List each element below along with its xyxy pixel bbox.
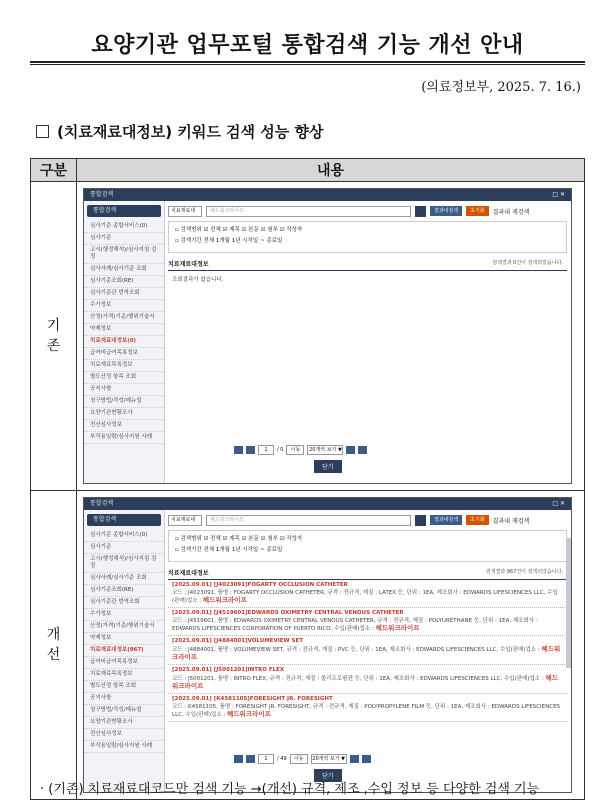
result-highlight: 헤드워크라이프 xyxy=(172,674,559,690)
page-go-button[interactable]: 이동 xyxy=(290,754,308,764)
sidebar-item[interactable]: 심사사례/심사기준 조회 xyxy=(84,573,164,585)
result-title[interactable]: [2025.09.01] [J4519601]EDWARDS OXIMETRY CENTRAL VENOUS CATHETER xyxy=(172,610,404,616)
prev-page-button[interactable] xyxy=(246,446,255,454)
sidebar xyxy=(84,510,165,792)
result-item xyxy=(168,636,567,665)
page-input[interactable]: 1 xyxy=(258,754,274,764)
result-title[interactable]: [2025.09.01] [J4023091]FOGARTY OCCLUSION CATHETER xyxy=(172,582,348,588)
search-within-button[interactable]: 결과내검색 xyxy=(430,515,462,525)
footer-note: · (기존) 치료재료대코드만 검색 기능 →(개선) 규격, 제조 ,수입 정보 등 다양한 검색 기능 xyxy=(40,782,540,797)
sidebar-item[interactable]: 심사기준관 번역조회 xyxy=(84,597,164,609)
screenshot-after xyxy=(83,497,572,793)
search-content xyxy=(168,514,567,792)
scrollbar[interactable] xyxy=(566,538,571,668)
sidebar-item[interactable]: 요양기관현황조사 xyxy=(84,408,164,420)
sidebar-item[interactable]: 청구방법/작성/매뉴얼 xyxy=(84,705,164,717)
title-rule xyxy=(30,61,585,63)
sidebar-item[interactable]: 급여비급여목록정보 xyxy=(84,348,164,360)
sidebar-item[interactable]: 약제정보 xyxy=(84,633,164,645)
result-title[interactable]: [2025.09.01] [J4884001]VOLUMEVIEW SET xyxy=(172,638,303,644)
result-highlight: 헤드워크라이프 xyxy=(375,624,420,632)
result-item xyxy=(168,665,567,694)
sidebar-item[interactable]: 전산심사정보 xyxy=(84,420,164,432)
result-item xyxy=(168,694,567,722)
result-count: 검색결과 967건이 검색되었습니다. xyxy=(485,569,563,575)
empty-result: 조회결과가 없습니다. xyxy=(172,277,224,283)
search-content xyxy=(168,205,567,483)
last-page-button[interactable] xyxy=(358,446,367,454)
first-page-button[interactable] xyxy=(234,755,243,763)
sidebar-item[interactable]: 심사기준조회(RE) xyxy=(84,585,164,597)
page-input[interactable]: 1 xyxy=(258,445,274,455)
sidebar xyxy=(84,201,165,483)
sidebar-item[interactable]: 공지사항 xyxy=(84,693,164,705)
search-input[interactable]: 헤드워크라이프 xyxy=(206,206,411,217)
comparison-table xyxy=(30,158,585,800)
page-total: / 0 xyxy=(277,447,284,453)
result-count: 검색결과 0건이 검색되었습니다. xyxy=(492,260,563,266)
col-header-content: 내용 xyxy=(77,159,585,182)
search-icon[interactable] xyxy=(415,206,426,217)
sidebar-item[interactable]: 치료재료대정보(967) xyxy=(84,645,164,657)
screenshot-before xyxy=(83,188,572,484)
sidebar-item[interactable]: 요양기관현황조사 xyxy=(84,717,164,729)
sidebar-list xyxy=(84,530,164,753)
sidebar-item[interactable]: 치료재료목록정보 xyxy=(84,360,164,372)
page-size-select[interactable]: 20개씩 보기 ▼ xyxy=(309,447,342,453)
checkbox-square-icon xyxy=(36,125,49,138)
sidebar-item[interactable]: 수가정보 xyxy=(84,609,164,621)
sidebar-item[interactable]: 급여비급여목록정보 xyxy=(84,657,164,669)
before-cell xyxy=(77,182,585,491)
sidebar-item[interactable]: 심사기준 종합서비스(0) xyxy=(84,221,164,233)
result-desc xyxy=(172,675,563,691)
result-highlight: 헤드워크라이프 xyxy=(172,645,561,661)
filter-scope[interactable]: ▫ 검색범위 ☑ 전체 ☑ 제목 ☑ 본문 ☑ 첨부 ☑ 작성자 xyxy=(175,227,303,233)
sidebar-item[interactable]: 심사기준관 번역조회 xyxy=(84,288,164,300)
result-highlight: 헤드워크라이프 xyxy=(227,710,271,718)
section-title: (치료재료대정보) 키워드 검색 성능 향상 xyxy=(57,123,324,141)
sidebar-item[interactable]: 산정(가격)기준/행위기술서 xyxy=(84,621,164,633)
sidebar-item[interactable]: 공지사항 xyxy=(84,384,164,396)
org-date: (의료정보부, 2025. 7. 16.) xyxy=(421,80,581,95)
result-title[interactable]: [2025.09.01] [K4581105]FORESIGHT JR. FORESIGHT xyxy=(172,696,333,702)
page-go-button[interactable]: 이동 xyxy=(286,445,304,455)
result-title[interactable]: [2025.09.01] [J5001201]INTRO FLEX xyxy=(172,667,285,673)
result-item xyxy=(168,580,567,608)
sidebar-item[interactable]: 심사사례/심사기준 조회 xyxy=(84,264,164,276)
window-close-icon[interactable]: □ ✕ xyxy=(552,191,565,198)
search-icon[interactable] xyxy=(415,515,426,526)
page-size-select[interactable]: 20개씩 보기 ▼ xyxy=(312,756,345,762)
filter-period[interactable]: ▫ 검색기간 전체 1개월 1년 시작일 ~ 종료일 xyxy=(175,547,283,553)
result-desc xyxy=(172,590,563,605)
result-item xyxy=(168,608,567,636)
row-label-after: 개 선 xyxy=(31,491,77,800)
filter-period[interactable]: ▫ 검색기간 전체 1개월 1년 시작일 ~ 종료일 xyxy=(175,238,283,244)
col-header-category: 구분 xyxy=(31,159,77,182)
sidebar-item[interactable]: 심사기준 xyxy=(84,233,164,245)
filter-box xyxy=(168,530,567,562)
result-desc-text: 코드 : K4581105, 품명 : FORESIGHT JR. FORESIGHT, 규격 : 전규격, 재질 : POLYPROPYLENE FILM 등, 단위 : 1EA, 제조회사 : EDWARDS LIFESCIENCES LLC, 수입(판매)업소 : xyxy=(172,704,561,718)
pagination xyxy=(234,754,371,764)
sidebar-item[interactable]: 심사기준조회(RE) xyxy=(84,276,164,288)
result-desc-text: 코드 : J4519601, 품명 : EDWARDS OXIMETRY CENTRAL VENOUS CATHETER, 규격 : 전규격, 재질 : POLYURETHANE 등, 단위 : 1EA, 제조회사 : EDWARDS LIFESCIENCES CORPORATION OF PUERTO RICO, 수입(판매)업소 : xyxy=(172,618,538,632)
research-checkbox-label[interactable]: 결과내 재검색 xyxy=(492,517,530,525)
sidebar-item[interactable]: 치료재료대정보(0) xyxy=(84,336,164,348)
result-desc xyxy=(172,646,563,662)
sidebar-item[interactable]: 수가정보 xyxy=(84,300,164,312)
sidebar-item[interactable]: 심사기준 xyxy=(84,542,164,554)
result-desc-text: 코드 : J4023091, 품명 : FOGARTY OCCLUSION CATHETER, 규격 : 전규격, 재질 : LATEX 등, 단위 : 1EA, 제조회사 : EDWARDS LIFESCIENCES LLC, 수입(판매)업소 : xyxy=(172,590,558,604)
research-checkbox-label[interactable]: 결과내 재검색 xyxy=(492,208,530,216)
search-input[interactable]: 헤드워크라이프 xyxy=(206,515,411,526)
search-category-select[interactable]: 치료재료대 xyxy=(168,515,202,526)
search-row xyxy=(168,205,567,217)
prev-page-button[interactable] xyxy=(246,755,255,763)
window-title-bar: 통합검색 □ ✕ xyxy=(84,498,571,510)
filter-scope[interactable]: ▫ 검색범위 ☑ 전체 ☑ 제목 ☑ 본문 ☑ 첨부 ☑ 작성자 xyxy=(175,536,303,542)
search-within-button[interactable]: 결과내검색 xyxy=(430,206,462,216)
sidebar-item[interactable]: 전산심사정보 xyxy=(84,729,164,741)
sidebar-head: 통합검색 xyxy=(87,514,161,526)
result-desc xyxy=(172,704,563,719)
result-list xyxy=(168,580,567,722)
page-title: 요양기관 업무포털 통합검색 기능 개선 안내 xyxy=(91,33,524,58)
last-page-button[interactable] xyxy=(362,755,371,763)
section-heading xyxy=(36,121,323,142)
reset-button[interactable]: 초기화 xyxy=(466,515,489,525)
pagination xyxy=(234,445,367,455)
window-title-bar: 통합검색 □ ✕ xyxy=(84,189,571,201)
sidebar-list xyxy=(84,221,164,444)
result-desc-text: 코드 : J5001201, 품명 : INTRO FLEX, 규격 : 전규격, 재질 : 폴리프로필렌 등, 단위 : 1EA, 제조회사 : EDWARDS LIFESCIENCES LLC, 수입(판매)업소 : xyxy=(172,676,544,682)
after-cell xyxy=(77,491,585,800)
first-page-button[interactable] xyxy=(234,446,243,454)
sidebar-item[interactable]: 심사기준 종합서비스(0) xyxy=(84,530,164,542)
result-desc xyxy=(172,618,563,633)
sidebar-item[interactable]: 부작용일람/심사지원 사례 xyxy=(84,741,164,753)
sidebar-item[interactable]: 치료재료목록정보 xyxy=(84,669,164,681)
sidebar-item[interactable]: 약제정보 xyxy=(84,324,164,336)
next-page-button[interactable] xyxy=(350,755,359,763)
result-highlight: 헤드워크라이프 xyxy=(202,596,247,604)
result-header: 치료재료대정보 검색결과 967건이 검색되었습니다. xyxy=(168,568,567,580)
window-close-icon[interactable]: □ ✕ xyxy=(552,500,565,507)
sidebar-item[interactable]: 고시(행정해석)/심사지침 검정 xyxy=(84,245,164,264)
row-label-before: 기 존 xyxy=(31,182,77,491)
sidebar-item[interactable]: 청구방법/작성/매뉴얼 xyxy=(84,396,164,408)
sidebar-item[interactable]: 별도산정 항목 조회 xyxy=(84,681,164,693)
sidebar-head: 통합검색 xyxy=(87,205,161,217)
sidebar-item[interactable]: 산정(가격)기준/행위기술서 xyxy=(84,312,164,324)
close-button[interactable]: 닫기 xyxy=(314,769,342,782)
sidebar-item[interactable]: 별도산정 항목 조회 xyxy=(84,372,164,384)
reset-button[interactable]: 초기화 xyxy=(466,206,489,216)
next-page-button[interactable] xyxy=(346,446,355,454)
close-button[interactable]: 닫기 xyxy=(314,460,342,473)
search-row xyxy=(168,514,567,526)
title-rule-thin xyxy=(30,64,585,65)
sidebar-item[interactable]: 고시(행정해석)/심사지침 검정 xyxy=(84,554,164,573)
result-header: 치료재료대정보 검색결과 0건이 검색되었습니다. xyxy=(168,259,567,271)
sidebar-item[interactable]: 부작용일람/심사지원 사례 xyxy=(84,432,164,444)
page-total: / 49 xyxy=(277,756,287,762)
result-desc-text: 코드 : J4884001, 품명 : VOLUMEVIEW SET, 규격 : 전규격, 재질 : PVC 등, 단위 : 1EA, 제조회사 : EDWARDS LIFESCIENCES LLC, 수입(판매)업소 : xyxy=(172,647,540,653)
search-category-select[interactable]: 치료재료대 xyxy=(168,206,202,217)
filter-box xyxy=(168,221,567,253)
